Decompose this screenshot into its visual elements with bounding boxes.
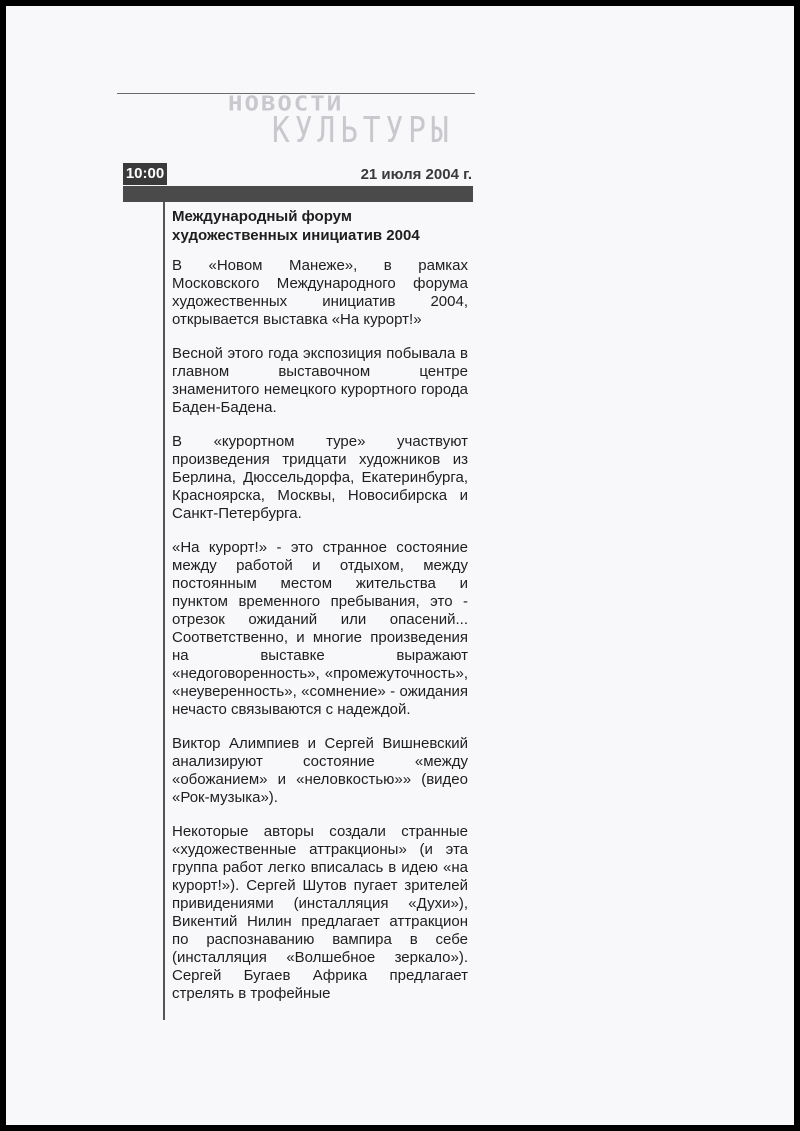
article-paragraph: «На курорт!» - это странное состояние между работой и отдыхом, между постоянным местом жительства и пунктом временного пребывания, это - отрезок ожиданий или опасений... Соответственно, и многие произведения на выставке выражают «недоговоренность», «промежуточность», «неуверенность», «сомнение» - ожидания нечасто связываются с надеждой.	[172, 539, 468, 718]
masthead-line1: НОВОСТИ	[228, 92, 344, 116]
masthead-logo	[228, 90, 478, 152]
article-date: 21 июля 2004 г.	[360, 166, 472, 183]
time-badge: 10:00	[123, 163, 167, 185]
masthead-line2: КУЛЬТУРЫ	[272, 110, 454, 151]
article	[172, 207, 468, 1019]
header-bar	[123, 186, 473, 202]
article-paragraph: Виктор Алимпиев и Сергей Вишневский анализируют состояние «между «обожанием» и «неловкостью»» (видео «Рок-музыка»).	[172, 735, 468, 806]
article-paragraph: Некоторые авторы создали странные «художественные аттракционы» (и эта группа работ легко вписалась в идею «на курорт!»). Сергей Шутов пугает зрителей привидениями (инсталляция «Духи»), Викентий Нилин предлагает аттракцион по распознаванию вампира в себе (инсталляция «Волшебное зеркало»). Сергей Бугаев Африка предлагает стрелять в трофейные	[172, 823, 468, 1002]
article-headline: Международный форум художественных инициатив 2004	[172, 208, 420, 244]
article-paragraph: В «курортном туре» участвуют произведения тридцати художников из Берлина, Дюссельдорфа, Екатеринбурга, Красноярска, Москвы, Новосибирска и Санкт-Петербурга.	[172, 433, 468, 522]
article-paragraph: В «Новом Манеже», в рамках Московского Международного форума художественных инициатив 2004, открывается выставка «На курорт!»	[172, 257, 468, 328]
document-page	[6, 6, 794, 1125]
column-rule	[163, 202, 165, 1020]
article-paragraph: Весной этого года экспозиция побывала в главном выставочном центре знаменитого немецкого курортного города Баден-Бадена.	[172, 345, 468, 416]
